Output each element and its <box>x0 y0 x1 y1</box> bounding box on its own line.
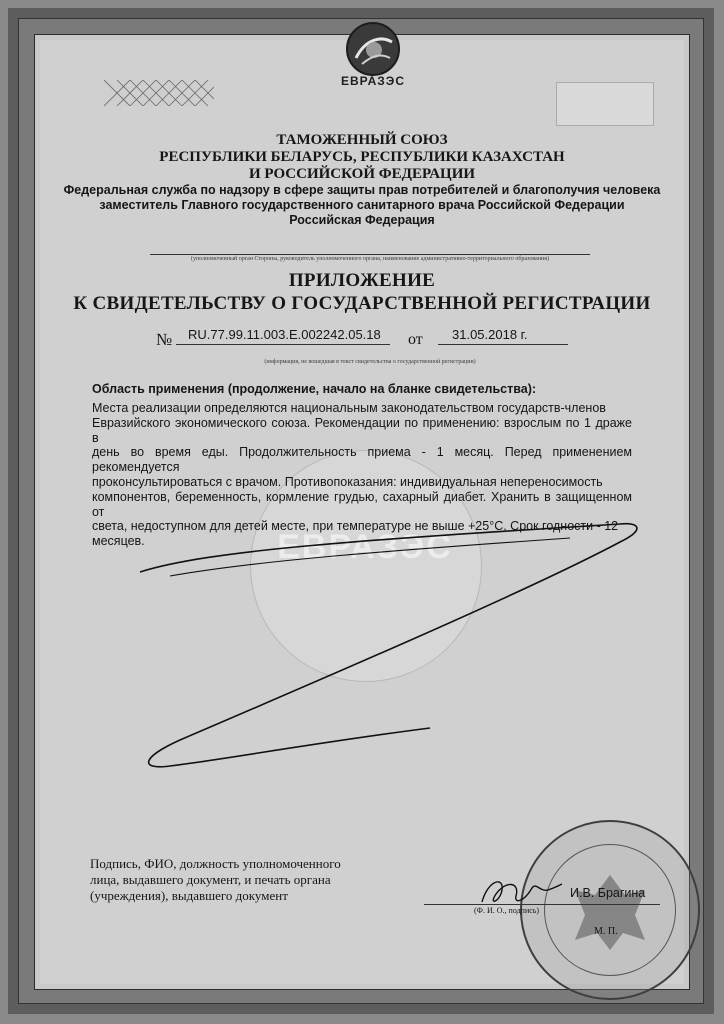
registration-date: 31.05.2018 г. <box>452 327 528 342</box>
guilloche-pattern-icon <box>104 80 214 106</box>
union-line-1: ТАМОЖЕННЫЙ СОЮЗ <box>276 132 448 148</box>
section-heading: Область применения (продолжение, начало на бланке свидетельства): <box>92 382 537 396</box>
paragraph-line: день во время еды. Продолжительность приема - 1 месяц. Перед применением рекомендуется <box>92 445 632 475</box>
authority-divider <box>150 254 590 255</box>
paragraph-line: света, недоступном для детей месте, при температуре не выше +25°С. Срок годности - 12 <box>92 519 619 534</box>
union-line-3: И РОССИЙСКОЙ ФЕДЕРАЦИИ <box>248 166 476 182</box>
signatory-name: И.В. Брагина <box>570 886 646 900</box>
registration-number: RU.77.99.11.003.E.002242.05.18 <box>188 327 381 342</box>
watermark-text: ЕВРАЗЭС <box>277 528 453 566</box>
document-title-line-2: К СВИДЕТЕЛЬСТВУ О ГОСУДАРСТВЕННОЙ РЕГИСТРАЦИИ <box>73 293 651 314</box>
signature-label-line: лица, выдавшего документ, и печать органа <box>90 872 331 887</box>
signature-label-line: Подпись, ФИО, должность уполномоченного <box>90 856 341 871</box>
registration-caption: (информация, не вошедшая в текст свидетельства о государственной регистрации) <box>264 359 476 365</box>
document-title-line-1: ПРИЛОЖЕНИЕ <box>288 270 436 291</box>
paragraph-line: Евразийского экономического союза. Рекомендации по применению: взрослым по 1 драже в <box>92 415 632 445</box>
date-underline <box>438 344 568 345</box>
signature-label-line: (учреждения), выдавшего документ <box>90 888 288 903</box>
signature-label <box>90 856 406 904</box>
authority-line-1: Федеральная служба по надзору в сфере защиты прав потребителей и благополучия человека <box>63 183 661 197</box>
logo-text: ЕВРАЗЭС <box>340 74 405 88</box>
authority-caption: (уполномоченный орган Стороны, руководитель уполномоченного органа, наименование административно-территориального образования) <box>191 256 549 262</box>
eurasec-emblem-icon <box>346 22 400 76</box>
union-line-2: РЕСПУБЛИКИ БЕЛАРУСЬ, РЕСПУБЛИКИ КАЗАХСТАН <box>159 149 565 165</box>
security-patch <box>556 82 654 126</box>
cancellation-stroke-icon <box>100 480 660 800</box>
paragraph-line: компонентов, беременность, кормление грудью, сахарный диабет. Хранить в защищенном от <box>92 489 632 519</box>
paragraph-line: месяцев. <box>92 534 145 549</box>
signature-caption: (Ф. И. О., подпись) <box>474 906 540 915</box>
authority-line-2: заместитель Главного государственного санитарного врача Российской Федерации <box>99 198 625 212</box>
number-sign: № <box>156 330 173 349</box>
number-underline <box>176 344 390 345</box>
date-label: от <box>408 331 423 348</box>
eurasec-logo <box>325 22 421 98</box>
signature-underline <box>424 904 660 905</box>
seal-place-label: М. П. <box>594 926 618 937</box>
paragraph-line: Места реализации определяются национальным законодательством государств-членов <box>92 401 606 415</box>
authority-line-3: Российская Федерация <box>289 213 435 227</box>
paragraph-line: проконсультироваться с врачом. Противопоказания: индивидуальная непереносимость <box>92 474 603 489</box>
